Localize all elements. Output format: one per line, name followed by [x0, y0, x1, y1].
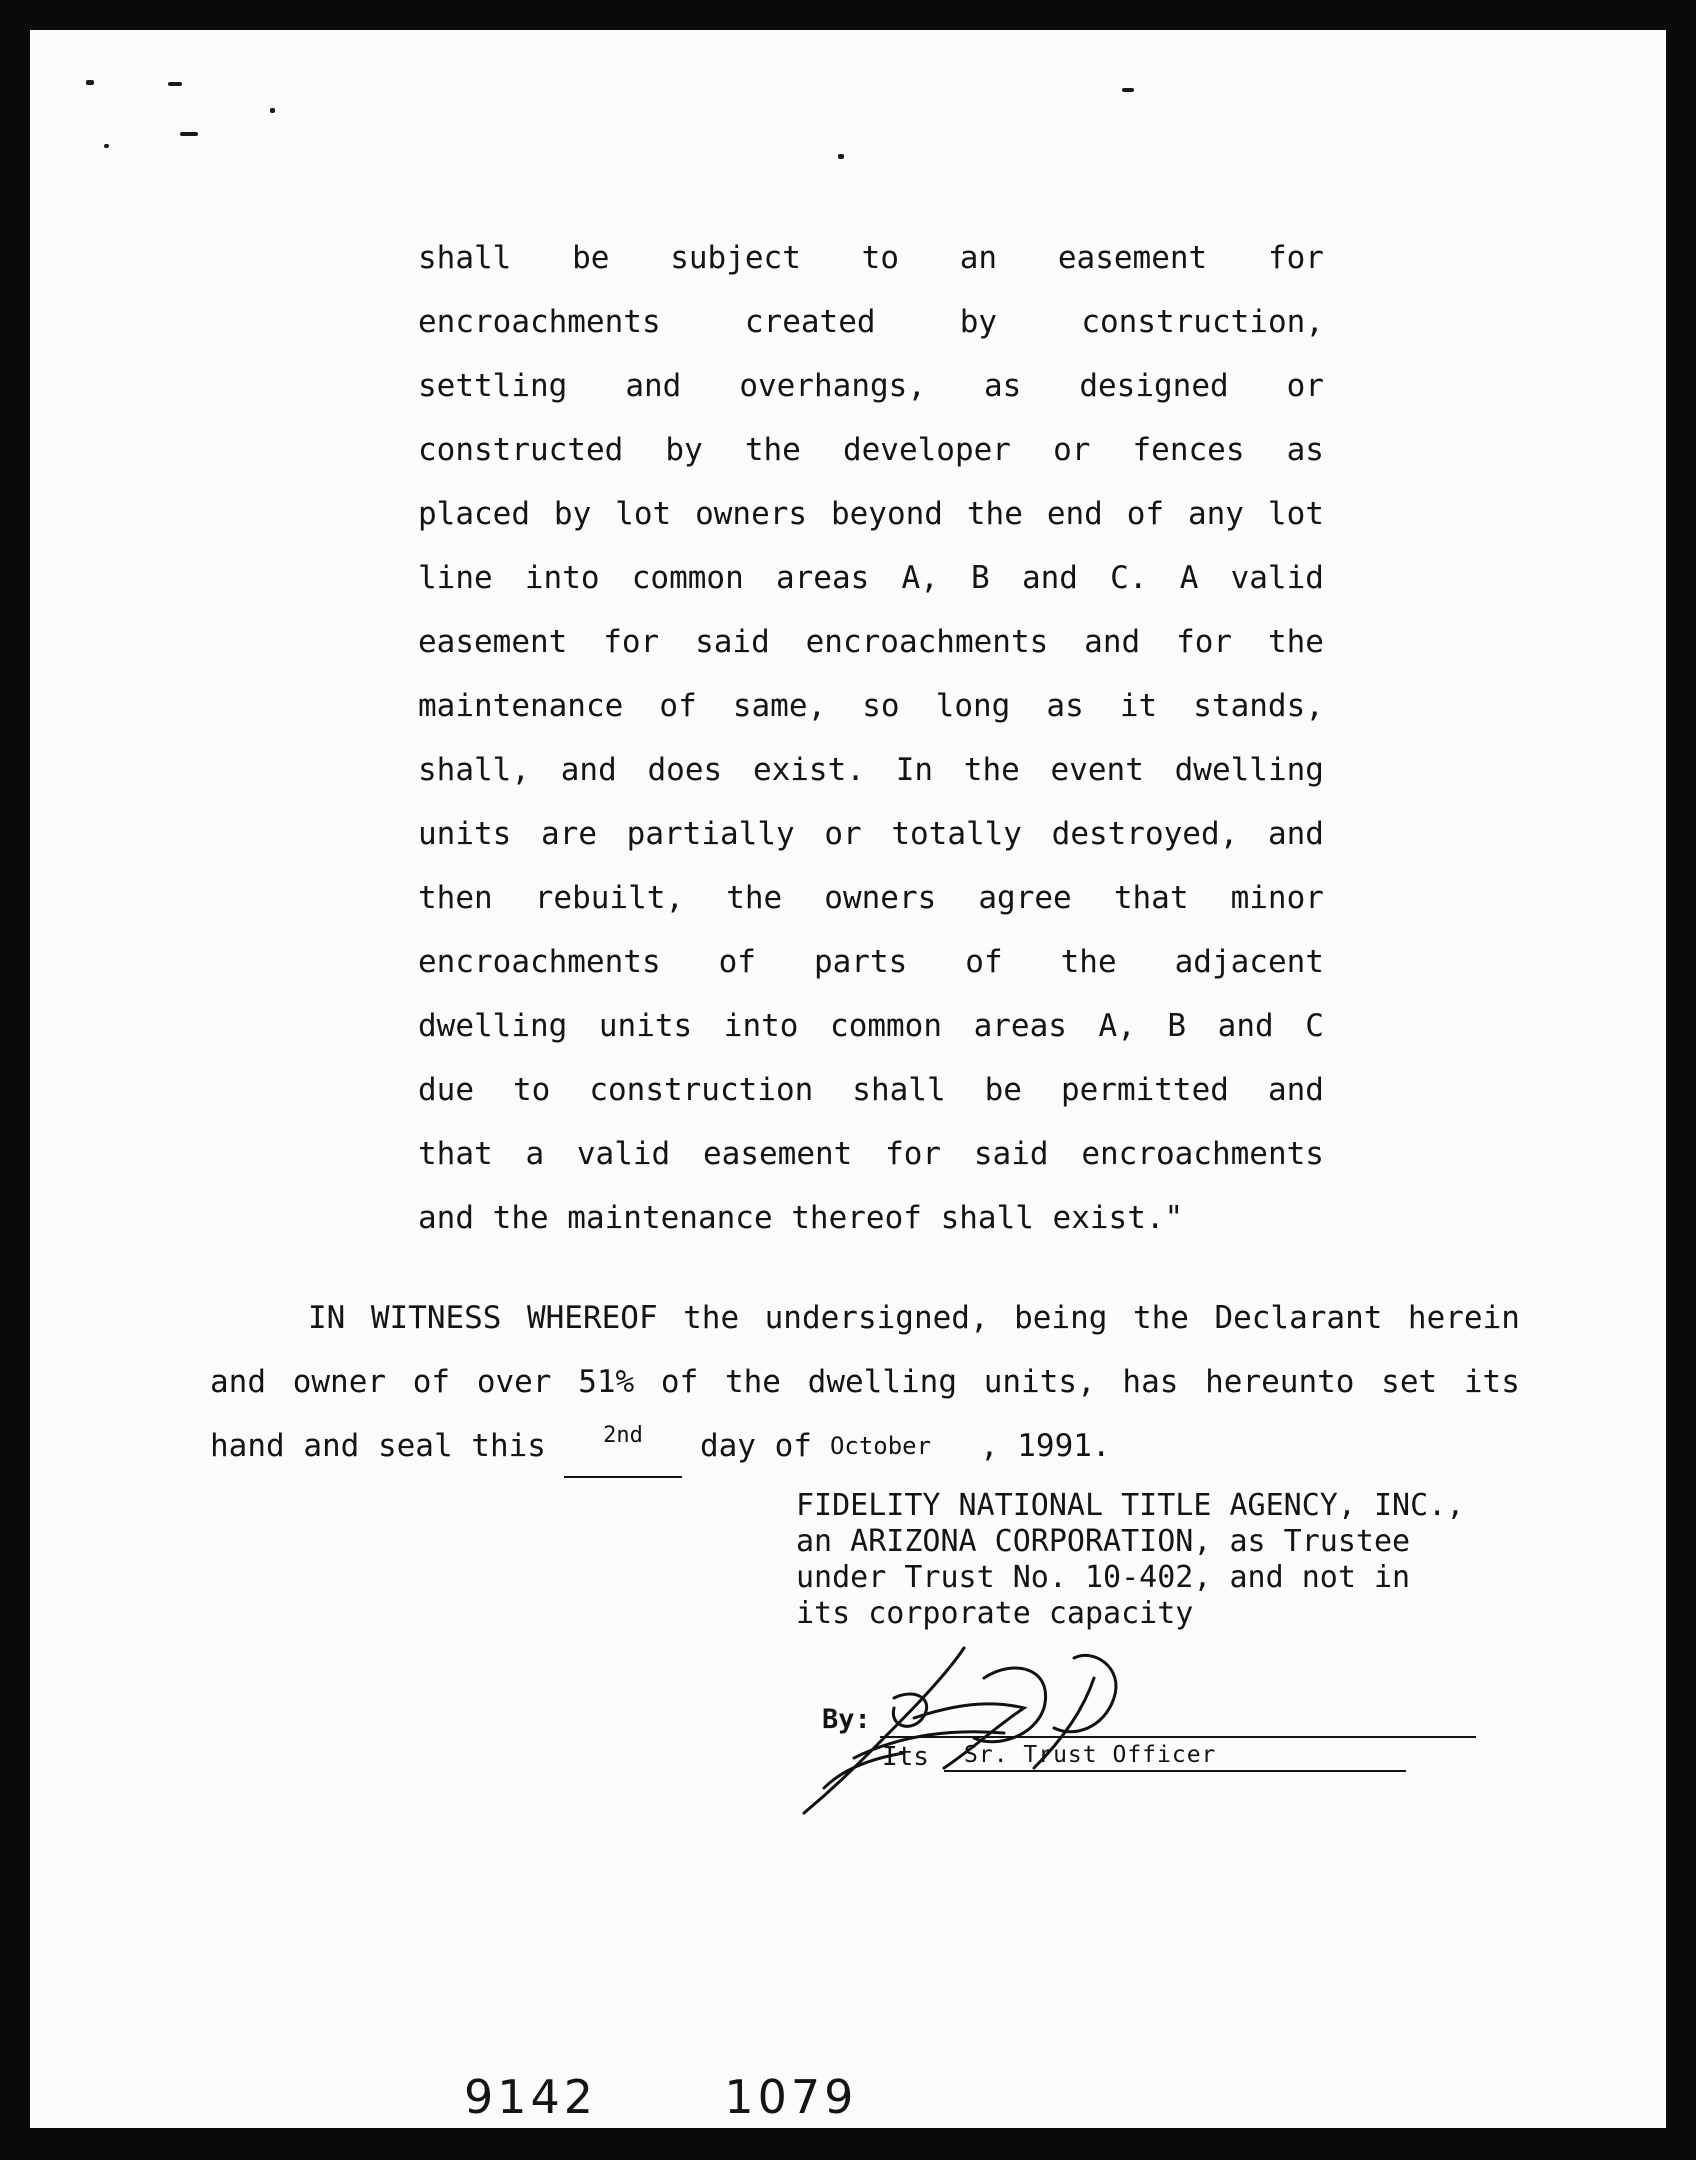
clause-word: of — [718, 944, 756, 980]
witness-year-text: , 1991. — [979, 1428, 1111, 1464]
witness-word: over — [476, 1364, 552, 1400]
clause-line — [418, 290, 1324, 354]
witness-day-of-text: day of — [699, 1428, 812, 1464]
clause-word: dwelling — [1174, 752, 1324, 788]
clause-word: an — [959, 240, 998, 276]
clause-word: maintenance — [418, 688, 624, 724]
its-label: Its — [882, 1742, 929, 1772]
trustee-line: an ARIZONA CORPORATION, as Trustee — [796, 1524, 1411, 1559]
clause-word: the — [1060, 944, 1117, 980]
clause-word: and — [625, 368, 682, 404]
witness-word: hereunto — [1205, 1364, 1355, 1400]
scan-speck — [1122, 88, 1134, 92]
clause-word: parts — [813, 944, 908, 980]
clause-word: dwelling — [418, 1008, 568, 1044]
clause-word: and — [560, 752, 617, 788]
witness-word: units, — [983, 1364, 1096, 1400]
clause-word: due — [418, 1072, 474, 1108]
witness-line-2 — [210, 1350, 1520, 1414]
clause-word: of — [1126, 496, 1165, 532]
clause-word: a — [525, 1136, 545, 1172]
trustee-line: FIDELITY NATIONAL TITLE AGENCY, INC., — [796, 1488, 1465, 1523]
easement-clause — [418, 226, 1324, 1250]
clause-word: units — [598, 1008, 693, 1044]
clause-word: as — [1046, 688, 1084, 724]
clause-word: rebuilt, — [534, 880, 685, 916]
clause-line — [418, 994, 1324, 1058]
clause-word: exist. — [752, 752, 865, 788]
clause-word: or — [824, 816, 862, 852]
clause-word: said — [695, 624, 770, 660]
clause-word: the — [966, 496, 1023, 532]
witness-line-1 — [210, 1286, 1520, 1350]
clause-word: C. — [1110, 560, 1148, 596]
clause-word: agree — [978, 880, 1072, 916]
clause-line — [418, 866, 1324, 930]
clause-word: created — [744, 304, 876, 340]
witness-word: and — [210, 1364, 266, 1400]
clause-word: designed — [1079, 368, 1229, 404]
clause-word: valid — [576, 1136, 671, 1172]
clause-word: be — [572, 240, 610, 276]
trustee-line: under Trust No. 10-402, and not in — [796, 1560, 1411, 1595]
clause-word: same, — [732, 688, 827, 724]
clause-word: A, — [1098, 1008, 1136, 1044]
clause-word: easement — [703, 1136, 853, 1172]
clause-word: encroachments — [418, 304, 661, 340]
clause-word: developer — [842, 432, 1011, 468]
witness-word: dwelling — [807, 1364, 957, 1400]
clause-word: the — [1267, 624, 1324, 660]
clause-word: shall — [418, 240, 512, 276]
witness-word: WITNESS — [370, 1300, 502, 1336]
clause-line — [418, 226, 1324, 290]
clause-word: destroyed, — [1051, 816, 1239, 852]
clause-word: stands, — [1193, 688, 1324, 724]
clause-word: and the maintenance thereof shall exist." — [418, 1200, 1184, 1236]
clause-word: construction — [589, 1072, 814, 1108]
clause-word: the — [726, 880, 783, 916]
clause-word: partially — [626, 816, 795, 852]
witness-word: owner — [292, 1364, 387, 1400]
trustee-line: its corporate capacity — [796, 1596, 1194, 1631]
witness-word: of — [412, 1364, 451, 1400]
clause-word: of — [659, 688, 697, 724]
clause-word: for — [1176, 624, 1233, 660]
clause-word: into — [723, 1008, 799, 1044]
clause-word: for — [603, 624, 660, 660]
page-number-right: 1079 — [724, 2070, 858, 2124]
clause-line — [418, 610, 1324, 674]
clause-word: encroachments — [1081, 1136, 1324, 1172]
clause-word: event — [1050, 752, 1144, 788]
witness-word: undersigned, — [764, 1300, 989, 1336]
clause-word: encroachments — [805, 624, 1049, 660]
clause-word: fences — [1132, 432, 1245, 468]
clause-word: easement — [1057, 240, 1208, 276]
clause-word: easement — [418, 624, 568, 660]
clause-word: so — [862, 688, 900, 724]
clause-word: settling — [418, 368, 568, 404]
clause-word: encroachments — [418, 944, 661, 980]
clause-word: areas — [973, 1008, 1067, 1044]
clause-word: lot — [615, 496, 672, 532]
clause-word: of — [965, 944, 1003, 980]
clause-word: the — [963, 752, 1020, 788]
clause-word: and — [1084, 624, 1141, 660]
witness-word: has — [1122, 1364, 1179, 1400]
witness-word: the — [1132, 1300, 1189, 1336]
clause-word: to — [513, 1072, 551, 1108]
clause-line — [418, 674, 1324, 738]
clause-line — [418, 354, 1324, 418]
clause-word: long — [935, 688, 1011, 724]
witness-word: IN — [308, 1300, 346, 1336]
month-value: October — [829, 1432, 932, 1460]
clause-word: and — [1217, 1008, 1274, 1044]
clause-line — [418, 418, 1324, 482]
by-label: By: — [822, 1704, 871, 1735]
clause-word: said — [973, 1136, 1049, 1172]
clause-word: owners — [695, 496, 808, 532]
clause-word: as — [984, 368, 1022, 404]
witness-word: its — [1463, 1364, 1520, 1400]
clause-word: construction, — [1081, 304, 1324, 340]
clause-line — [418, 1186, 1324, 1250]
witness-hand-and-seal-text: hand and seal this — [210, 1428, 546, 1464]
witness-line-3 — [210, 1414, 1520, 1478]
clause-word: be — [984, 1072, 1022, 1108]
clause-word: totally — [891, 816, 1022, 852]
clause-word: to — [861, 240, 899, 276]
page-reference-numbers — [464, 2070, 857, 2124]
witness-word: the — [724, 1364, 781, 1400]
scan-speck — [104, 144, 109, 148]
clause-word: and — [1267, 816, 1324, 852]
clause-word: common — [830, 1008, 943, 1044]
clause-word: placed — [418, 496, 530, 532]
scan-speck — [168, 82, 182, 86]
scan-speck — [270, 108, 275, 113]
clause-word: valid — [1230, 560, 1324, 596]
clause-word: adjacent — [1174, 944, 1324, 980]
witness-word: of — [660, 1364, 699, 1400]
clause-line — [418, 802, 1324, 866]
day-value: 2nd — [603, 1423, 643, 1448]
clause-word: that — [1113, 880, 1189, 916]
handwritten-signature — [794, 1638, 1524, 1818]
clause-word: common — [631, 560, 744, 596]
scan-speck — [86, 80, 94, 85]
clause-word: beyond — [830, 496, 943, 532]
clause-line — [418, 1122, 1324, 1186]
page-number-left: 9142 — [464, 2070, 598, 2124]
clause-word: subject — [670, 240, 801, 276]
clause-word: overhangs, — [739, 368, 926, 404]
witness-word: herein — [1407, 1300, 1520, 1336]
witness-word: Declarant — [1214, 1300, 1383, 1336]
witness-word: 51% — [578, 1364, 635, 1400]
clause-word: as — [1286, 432, 1324, 468]
day-blank — [564, 1414, 682, 1478]
clause-word: for — [885, 1136, 942, 1172]
clause-word: A — [1179, 560, 1199, 596]
witness-word: set — [1381, 1364, 1438, 1400]
clause-line — [418, 546, 1324, 610]
clause-word: are — [541, 816, 597, 852]
document-page — [30, 30, 1666, 2128]
clause-word: B — [1167, 1008, 1187, 1044]
clause-word: permitted — [1060, 1072, 1229, 1108]
clause-word: In — [895, 752, 934, 788]
clause-word: that — [418, 1136, 493, 1172]
clause-word: minor — [1230, 880, 1324, 916]
clause-word: the — [744, 432, 801, 468]
clause-word: or — [1286, 368, 1324, 404]
clause-word: owners — [824, 880, 937, 916]
witness-word: being — [1014, 1300, 1108, 1336]
clause-line — [418, 1058, 1324, 1122]
in-witness-paragraph — [210, 1286, 1520, 1478]
clause-word: areas — [775, 560, 870, 596]
clause-word: does — [647, 752, 723, 788]
scan-speck — [838, 154, 844, 159]
clause-word: into — [524, 560, 600, 596]
trustee-block — [796, 1488, 1464, 1632]
clause-word: shall — [852, 1072, 946, 1108]
clause-word: or — [1053, 432, 1091, 468]
clause-word: by — [959, 304, 998, 340]
signature-block — [794, 1638, 1524, 1818]
clause-word: and — [1267, 1072, 1324, 1108]
clause-word: by — [553, 496, 592, 532]
clause-word: then — [418, 880, 493, 916]
clause-word: end — [1046, 496, 1103, 532]
clause-word: B — [971, 560, 990, 596]
clause-word: for — [1267, 240, 1324, 276]
clause-line — [418, 738, 1324, 802]
witness-word: WHEREOF — [526, 1300, 658, 1336]
clause-line — [418, 930, 1324, 994]
clause-word: A, — [901, 560, 939, 596]
clause-line — [418, 482, 1324, 546]
clause-word: and — [1021, 560, 1078, 596]
clause-word: shall, — [418, 752, 530, 788]
clause-word: it — [1119, 688, 1158, 724]
clause-word: C — [1305, 1008, 1324, 1044]
clause-word: line — [418, 560, 493, 596]
witness-word: the — [683, 1300, 740, 1336]
clause-word: units — [418, 816, 512, 852]
scan-speck — [180, 132, 198, 136]
signer-title: Sr. Trust Officer — [964, 1742, 1217, 1768]
clause-word: lot — [1267, 496, 1324, 532]
clause-word: by — [665, 432, 703, 468]
clause-word: constructed — [418, 432, 624, 468]
clause-word: any — [1187, 496, 1244, 532]
